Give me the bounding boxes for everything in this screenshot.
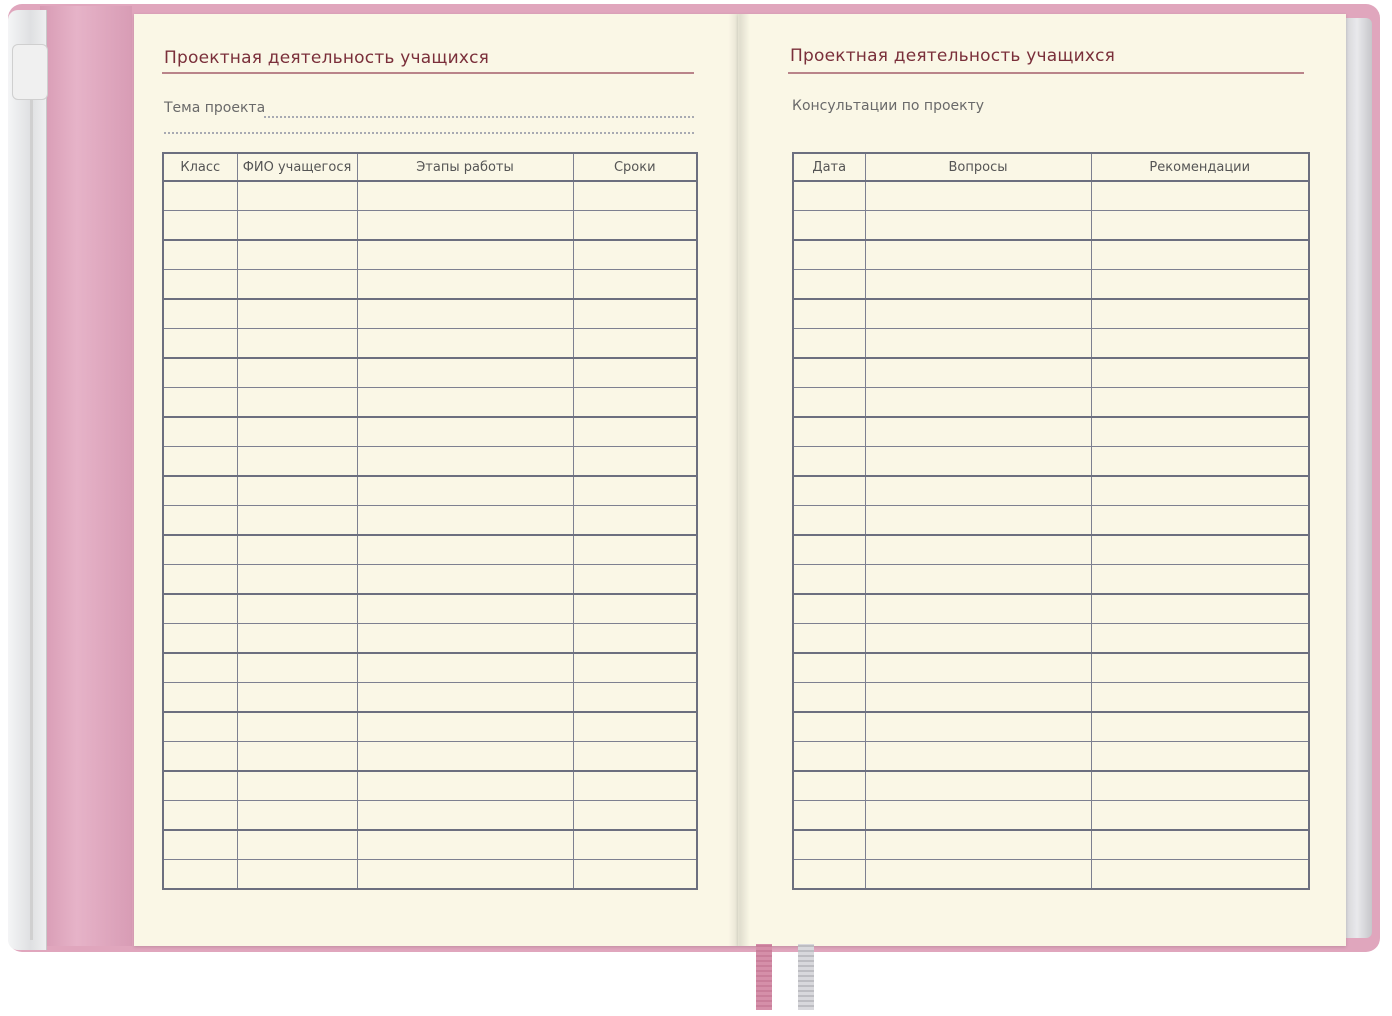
writing-cell[interactable]: [237, 211, 357, 241]
writing-cell[interactable]: [573, 830, 697, 860]
writing-cell[interactable]: [865, 535, 1091, 565]
writing-cell[interactable]: [865, 624, 1091, 654]
table-row: [793, 181, 1309, 211]
table-row: [163, 211, 697, 241]
writing-cell[interactable]: [237, 742, 357, 772]
bookmark-ribbon-pink[interactable]: [756, 944, 772, 1010]
writing-cell[interactable]: [865, 181, 1091, 211]
writing-cell[interactable]: [163, 240, 237, 270]
writing-cell[interactable]: [1091, 417, 1309, 447]
table-row: [793, 565, 1309, 595]
table-row: [793, 860, 1309, 890]
writing-cell[interactable]: [357, 417, 573, 447]
writing-cell[interactable]: [163, 417, 237, 447]
writing-cell[interactable]: [573, 683, 697, 713]
left-page: [134, 14, 738, 946]
writing-cell[interactable]: [163, 624, 237, 654]
writing-cell[interactable]: [357, 211, 573, 241]
writing-cell[interactable]: [793, 299, 865, 329]
consultations-label: Консультации по проекту: [792, 98, 985, 114]
writing-cell[interactable]: [357, 712, 573, 742]
writing-cell[interactable]: [865, 476, 1091, 506]
writing-cell[interactable]: [573, 240, 697, 270]
writing-cell[interactable]: [1091, 240, 1309, 270]
writing-cell[interactable]: [573, 653, 697, 683]
table-row: [793, 388, 1309, 418]
writing-cell[interactable]: [793, 388, 865, 418]
writing-cell[interactable]: [865, 771, 1091, 801]
writing-cell[interactable]: [573, 447, 697, 477]
writing-cell[interactable]: [573, 801, 697, 831]
writing-cell[interactable]: [1091, 712, 1309, 742]
table-row: [793, 240, 1309, 270]
column-header: Дата: [793, 153, 865, 181]
column-header: Вопросы: [865, 153, 1091, 181]
table-row: [163, 299, 697, 329]
writing-cell[interactable]: [793, 358, 865, 388]
writing-cell[interactable]: [237, 801, 357, 831]
writing-cell[interactable]: [357, 801, 573, 831]
writing-cell[interactable]: [865, 299, 1091, 329]
table-row: [163, 653, 697, 683]
writing-cell[interactable]: [163, 506, 237, 536]
writing-cell[interactable]: [793, 565, 865, 595]
writing-cell[interactable]: [1091, 329, 1309, 359]
writing-cell[interactable]: [865, 594, 1091, 624]
writing-cell[interactable]: [573, 476, 697, 506]
writing-cell[interactable]: [163, 388, 237, 418]
writing-cell[interactable]: [237, 506, 357, 536]
writing-cell[interactable]: [865, 358, 1091, 388]
writing-cell[interactable]: [793, 712, 865, 742]
table-row: [793, 771, 1309, 801]
writing-cell[interactable]: [865, 683, 1091, 713]
writing-cell[interactable]: [1091, 653, 1309, 683]
table-row: [163, 388, 697, 418]
writing-cell[interactable]: [865, 417, 1091, 447]
writing-cell[interactable]: [1091, 683, 1309, 713]
writing-cell[interactable]: [163, 860, 237, 890]
writing-cell[interactable]: [237, 830, 357, 860]
zip-pocket: [8, 10, 47, 950]
writing-cell[interactable]: [163, 653, 237, 683]
writing-cell[interactable]: [357, 535, 573, 565]
writing-cell[interactable]: [793, 771, 865, 801]
writing-cell[interactable]: [573, 594, 697, 624]
writing-cell[interactable]: [865, 270, 1091, 300]
writing-cell[interactable]: [1091, 830, 1309, 860]
table-row: [793, 329, 1309, 359]
writing-cell[interactable]: [163, 830, 237, 860]
writing-cell[interactable]: [1091, 358, 1309, 388]
table-row: [793, 801, 1309, 831]
table-row: [163, 181, 697, 211]
writing-cell[interactable]: [163, 742, 237, 772]
writing-cell[interactable]: [357, 447, 573, 477]
table-row: [163, 329, 697, 359]
writing-cell[interactable]: [865, 830, 1091, 860]
writing-cell[interactable]: [573, 181, 697, 211]
writing-cell[interactable]: [1091, 771, 1309, 801]
table-row: [163, 476, 697, 506]
table-row: [163, 683, 697, 713]
writing-cell[interactable]: [573, 358, 697, 388]
writing-cell[interactable]: [163, 270, 237, 300]
writing-cell[interactable]: [1091, 476, 1309, 506]
writing-cell[interactable]: [573, 506, 697, 536]
table-row: [793, 506, 1309, 536]
writing-cell[interactable]: [357, 358, 573, 388]
writing-cell[interactable]: [1091, 742, 1309, 772]
topic-writing-line[interactable]: [164, 132, 694, 134]
consultations-table: [792, 152, 1310, 890]
writing-cell[interactable]: [865, 388, 1091, 418]
table-row: [793, 712, 1309, 742]
table-row: [793, 299, 1309, 329]
writing-cell[interactable]: [1091, 447, 1309, 477]
table-row: [793, 653, 1309, 683]
writing-cell[interactable]: [163, 594, 237, 624]
writing-cell[interactable]: [793, 417, 865, 447]
writing-cell[interactable]: [573, 860, 697, 890]
writing-cell[interactable]: [1091, 860, 1309, 890]
writing-cell[interactable]: [237, 624, 357, 654]
writing-cell[interactable]: [1091, 299, 1309, 329]
writing-cell[interactable]: [573, 211, 697, 241]
writing-cell[interactable]: [237, 594, 357, 624]
table-row: [163, 860, 697, 890]
writing-cell[interactable]: [237, 653, 357, 683]
writing-cell[interactable]: [237, 447, 357, 477]
table-row: [163, 417, 697, 447]
writing-cell[interactable]: [573, 712, 697, 742]
writing-cell[interactable]: [163, 211, 237, 241]
page-edges: [1342, 18, 1372, 938]
writing-cell[interactable]: [573, 771, 697, 801]
writing-cell[interactable]: [793, 211, 865, 241]
writing-cell[interactable]: [865, 506, 1091, 536]
writing-cell[interactable]: [793, 447, 865, 477]
writing-cell[interactable]: [163, 299, 237, 329]
writing-cell[interactable]: [573, 329, 697, 359]
writing-cell[interactable]: [237, 683, 357, 713]
writing-cell[interactable]: [237, 771, 357, 801]
writing-cell[interactable]: [237, 358, 357, 388]
writing-cell[interactable]: [237, 535, 357, 565]
table-row: [163, 270, 697, 300]
column-header: Класс: [163, 153, 237, 181]
writing-cell[interactable]: [163, 329, 237, 359]
table-row: [793, 594, 1309, 624]
writing-cell[interactable]: [865, 860, 1091, 890]
writing-cell[interactable]: [1091, 211, 1309, 241]
page-title: Проектная деятельность учащихся: [790, 46, 1116, 66]
writing-cell[interactable]: [1091, 270, 1309, 300]
writing-cell[interactable]: [237, 270, 357, 300]
table-row: [163, 830, 697, 860]
writing-cell[interactable]: [793, 830, 865, 860]
table-row: [793, 211, 1309, 241]
table-row: [793, 358, 1309, 388]
writing-cell[interactable]: [357, 771, 573, 801]
writing-cell[interactable]: [865, 240, 1091, 270]
writing-cell[interactable]: [163, 181, 237, 211]
table-row: [163, 742, 697, 772]
table-row: [163, 801, 697, 831]
writing-cell[interactable]: [1091, 535, 1309, 565]
column-header: Этапы работы: [357, 153, 573, 181]
table-row: [163, 712, 697, 742]
writing-cell[interactable]: [865, 712, 1091, 742]
writing-cell[interactable]: [793, 476, 865, 506]
writing-cell[interactable]: [163, 358, 237, 388]
writing-cell[interactable]: [1091, 624, 1309, 654]
writing-cell[interactable]: [865, 653, 1091, 683]
writing-cell[interactable]: [573, 417, 697, 447]
writing-cell[interactable]: [163, 683, 237, 713]
writing-cell[interactable]: [163, 771, 237, 801]
writing-cell[interactable]: [237, 240, 357, 270]
writing-cell[interactable]: [793, 801, 865, 831]
writing-cell[interactable]: [1091, 565, 1309, 595]
table-row: [163, 358, 697, 388]
zipper-pull-icon: [12, 44, 48, 100]
writing-cell[interactable]: [357, 565, 573, 595]
writing-cell[interactable]: [357, 860, 573, 890]
zipper-track: [30, 100, 33, 940]
table-row: [793, 624, 1309, 654]
writing-cell[interactable]: [1091, 801, 1309, 831]
writing-cell[interactable]: [793, 653, 865, 683]
writing-cell[interactable]: [163, 565, 237, 595]
writing-cell[interactable]: [1091, 594, 1309, 624]
bookmark-ribbon-silver[interactable]: [798, 944, 814, 1010]
writing-cell[interactable]: [573, 388, 697, 418]
writing-cell[interactable]: [357, 240, 573, 270]
table-row: [793, 447, 1309, 477]
writing-cell[interactable]: [237, 712, 357, 742]
table-row: [163, 565, 697, 595]
writing-cell[interactable]: [793, 329, 865, 359]
table-row: [163, 506, 697, 536]
title-rule: [788, 72, 1304, 74]
writing-cell[interactable]: [237, 181, 357, 211]
column-header: Сроки: [573, 153, 697, 181]
right-page: [738, 14, 1346, 946]
table-row: [793, 742, 1309, 772]
writing-cell[interactable]: [163, 447, 237, 477]
cover-inner-flap: [40, 6, 132, 946]
table-row: [163, 535, 697, 565]
writing-cell[interactable]: [793, 860, 865, 890]
project-topic-label: Тема проекта: [164, 100, 266, 116]
table-row: [793, 270, 1309, 300]
writing-cell[interactable]: [793, 506, 865, 536]
writing-cell[interactable]: [573, 624, 697, 654]
writing-cell[interactable]: [793, 742, 865, 772]
writing-cell[interactable]: [865, 742, 1091, 772]
writing-cell[interactable]: [865, 565, 1091, 595]
writing-cell[interactable]: [573, 565, 697, 595]
writing-cell[interactable]: [793, 624, 865, 654]
writing-cell[interactable]: [357, 624, 573, 654]
writing-cell[interactable]: [163, 712, 237, 742]
writing-cell[interactable]: [163, 535, 237, 565]
writing-cell[interactable]: [573, 299, 697, 329]
writing-cell[interactable]: [237, 388, 357, 418]
table-row: [163, 447, 697, 477]
book-gutter: [728, 14, 750, 946]
page-title: Проектная деятельность учащихся: [164, 48, 490, 68]
writing-cell[interactable]: [237, 476, 357, 506]
writing-cell[interactable]: [163, 801, 237, 831]
writing-cell[interactable]: [237, 329, 357, 359]
writing-cell[interactable]: [357, 683, 573, 713]
writing-cell[interactable]: [357, 830, 573, 860]
column-header: Рекомендации: [1091, 153, 1309, 181]
table-row: [163, 240, 697, 270]
table-row: [163, 624, 697, 654]
table-row: [793, 476, 1309, 506]
table-row: [163, 594, 697, 624]
writing-cell[interactable]: [1091, 181, 1309, 211]
writing-cell[interactable]: [793, 535, 865, 565]
title-rule: [162, 72, 694, 74]
writing-cell[interactable]: [237, 860, 357, 890]
writing-cell[interactable]: [163, 476, 237, 506]
writing-cell[interactable]: [357, 270, 573, 300]
writing-cell[interactable]: [865, 211, 1091, 241]
writing-cell[interactable]: [357, 653, 573, 683]
writing-cell[interactable]: [357, 181, 573, 211]
table-row: [793, 535, 1309, 565]
writing-cell[interactable]: [573, 535, 697, 565]
writing-cell[interactable]: [357, 388, 573, 418]
table-row: [793, 830, 1309, 860]
writing-cell[interactable]: [793, 270, 865, 300]
writing-cell[interactable]: [865, 329, 1091, 359]
writing-cell[interactable]: [1091, 506, 1309, 536]
writing-cell[interactable]: [237, 565, 357, 595]
table-row: [793, 417, 1309, 447]
writing-cell[interactable]: [1091, 388, 1309, 418]
writing-cell[interactable]: [357, 329, 573, 359]
column-header: ФИО учащегося: [237, 153, 357, 181]
writing-cell[interactable]: [793, 240, 865, 270]
writing-cell[interactable]: [357, 476, 573, 506]
writing-cell[interactable]: [793, 594, 865, 624]
project-stages-table: [162, 152, 698, 890]
writing-cell[interactable]: [865, 447, 1091, 477]
writing-cell[interactable]: [793, 683, 865, 713]
table-row: [793, 683, 1309, 713]
writing-cell[interactable]: [237, 299, 357, 329]
writing-cell[interactable]: [573, 270, 697, 300]
writing-cell[interactable]: [357, 506, 573, 536]
table-row: [163, 771, 697, 801]
topic-writing-line[interactable]: [264, 116, 694, 118]
writing-cell[interactable]: [357, 742, 573, 772]
writing-cell[interactable]: [793, 181, 865, 211]
writing-cell[interactable]: [865, 801, 1091, 831]
writing-cell[interactable]: [357, 594, 573, 624]
writing-cell[interactable]: [237, 417, 357, 447]
writing-cell[interactable]: [357, 299, 573, 329]
writing-cell[interactable]: [573, 742, 697, 772]
